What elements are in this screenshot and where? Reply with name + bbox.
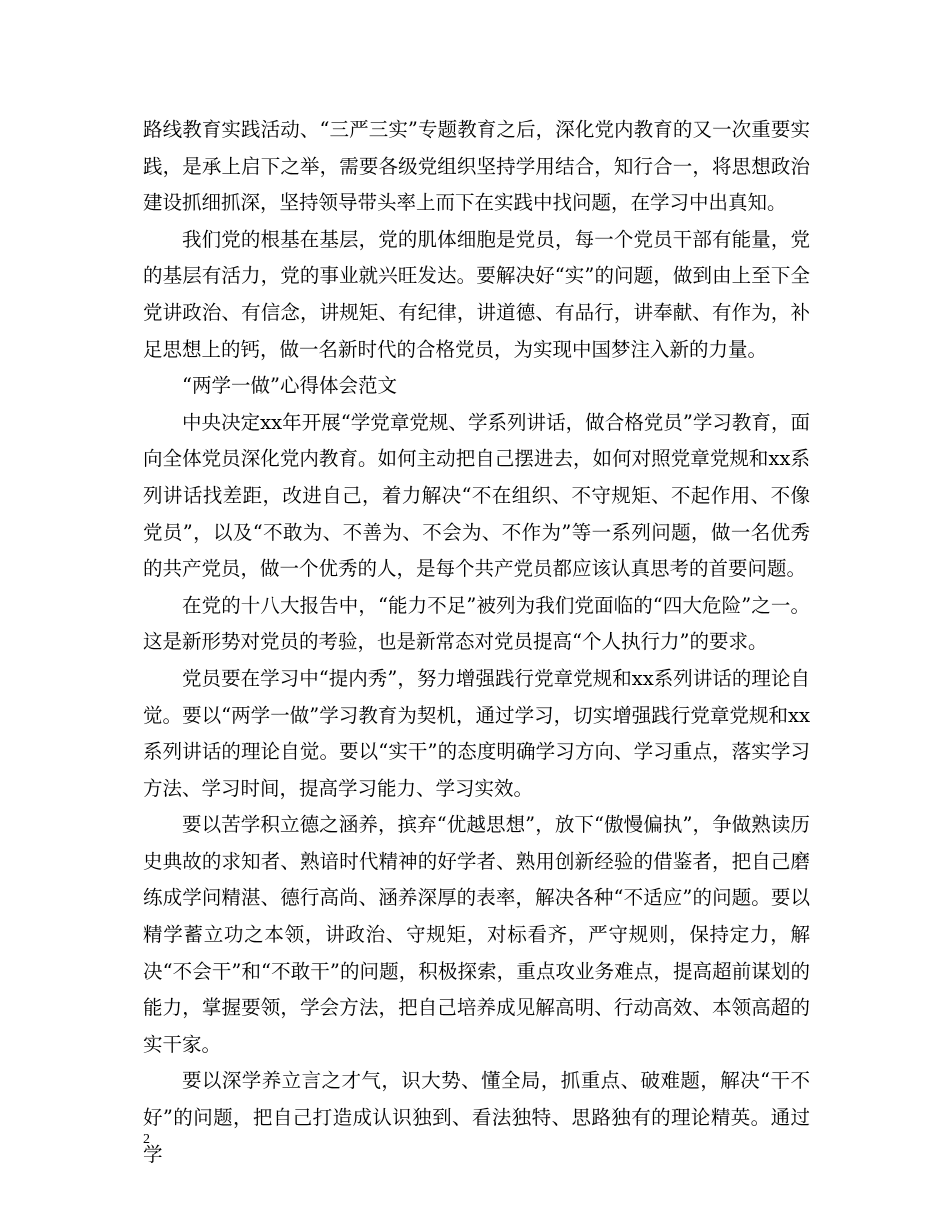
paragraph-central-decision: 中央决定xx年开展“学党章党规、学系列讲话，做合格党员”学习教育，面向全体党员深化党内教育。如何主动把自己摆进去，如何对照党章党规和xx系列讲话找差距，改进自己，着力解决“不在组织、不守规矩、不起作用、不像党员”，以及“不敢为、不善为、不会为、不作为”等一系列问题，做一名优秀的共产党员，做一个优秀的人，是每个共产党员都应该认真思考的首要问题。 (143, 410, 810, 581)
paragraph-grassroots: 我们党的根基在基层，党的肌体细胞是党员，每一个党员干部有能量，党的基层有活力，党的事业就兴旺发达。要解决好“实”的问题，做到由上至下全党讲政治、有信念，讲规矩、有纪律，讲道德、有品行，讲奉献、有作为，补足思想上的钙，做一名新时代的合格党员，为实现中国梦注入新的力量。 (143, 227, 810, 361)
paragraph-learning: 党员要在学习中“提内秀”，努力增强践行党章党规和xx系列讲话的理论自觉。要以“两学一做”学习教育为契机，通过学习，切实增强践行党章党规和xx系列讲话的理论自觉。要以“实干”的态度明确学习方向、学习重点，落实学习方法、学习时间，提高学习能力、学习实效。 (143, 666, 810, 800)
document-body (143, 112, 810, 1173)
page-number: 2 (143, 1132, 150, 1147)
paragraph-deep-study: 要以深学养立言之才气，识大势、懂全局，抓重点、破难题，解决“干不好”的问题，把自己打造成认识独到、看法独特、思路独有的理论精英。通过学 (143, 1069, 810, 1166)
paragraph-eighteenth-congress: 在党的十八大报告中，“能力不足”被列为我们党面临的“四大危险”之一。这是新形势对党员的考验，也是新常态对党员提高“个人执行力”的要求。 (143, 593, 810, 654)
paragraph-continuation: 路线教育实践活动、“三严三实”专题教育之后，深化党内教育的又一次重要实践，是承上启下之举，需要各级党组织坚持学用结合，知行合一，将思想政治建设抓细抓深，坚持领导带头率上而下在实践中找问题，在学习中出真知。 (143, 118, 810, 215)
section-heading: “两学一做”心得体会范文 (182, 374, 397, 398)
paragraph-hard-study: 要以苦学积立德之涵养，摈弃“优越思想”，放下“傲慢偏执”，争做熟读历史典故的求知者、熟谙时代精神的好学者、熟用创新经验的借鉴者，把自己磨练成学问精湛、德行高尚、涵养深厚的表率，解决各种“不适应”的问题。要以精学蓄立功之本领，讲政治、守规矩，对标看齐，严守规则，保持定力，解决“不会干”和“不敢干”的问题，积极探索，重点攻业务难点，提高超前谋划的能力，掌握要领，学会方法，把自己培养成见解高明、行动高效、本领高超的实干家。 (143, 813, 810, 1056)
